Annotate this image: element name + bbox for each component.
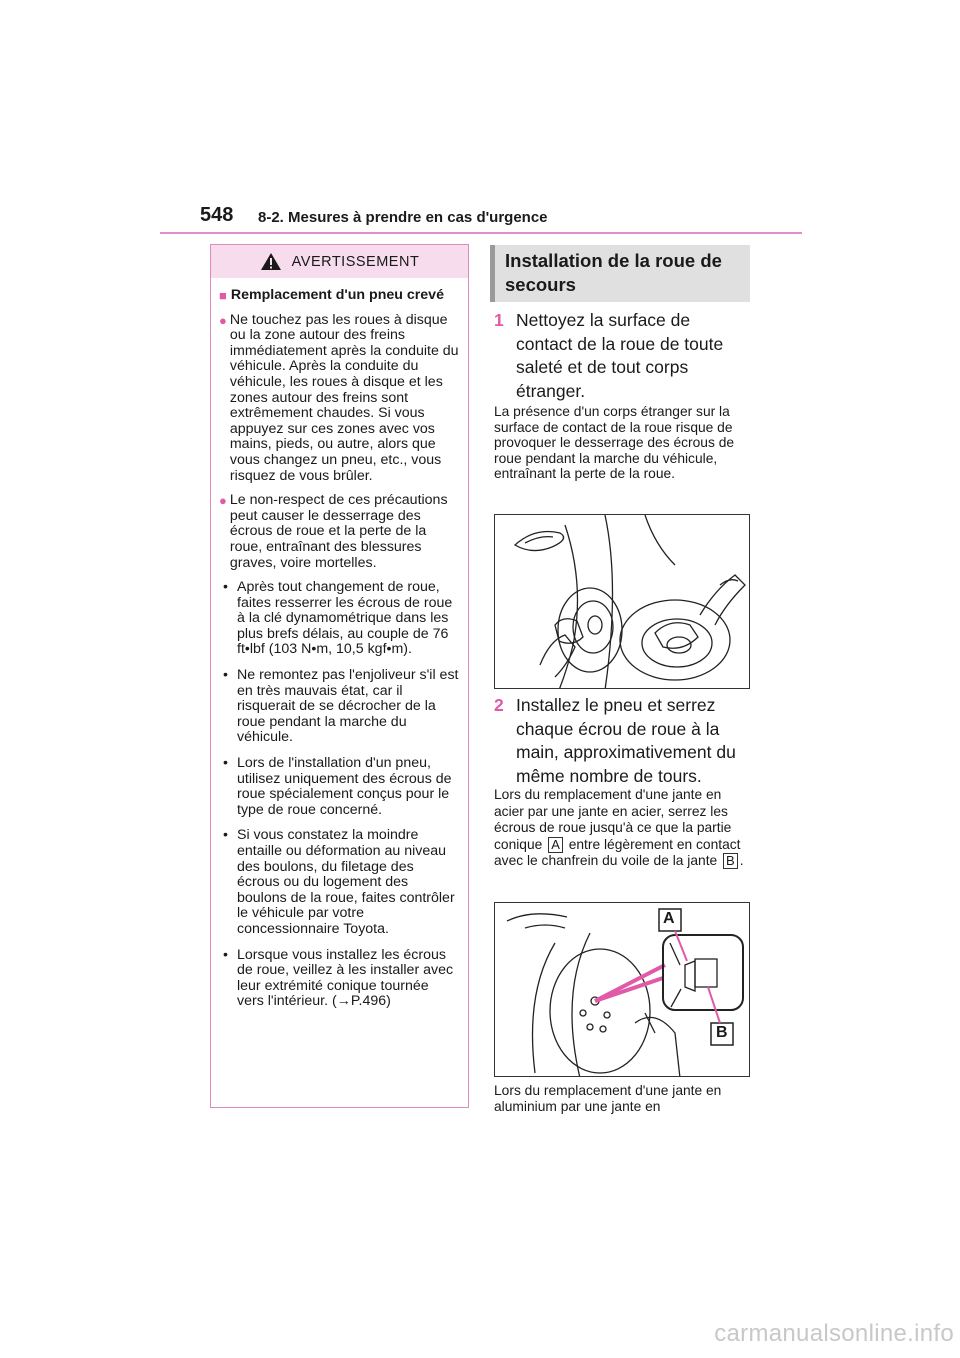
- figure-cleaning-wheel: [494, 514, 750, 689]
- step-1: [494, 309, 750, 403]
- warning-bullet-text: Ne remontez pas l'enjoliveur s'il est en très mauvais état, car il risquerait de se décrocher de la roue pendant la marche du véhicule.: [237, 667, 459, 746]
- wheel-cleaning-illustration: [495, 515, 750, 689]
- warning-header: [211, 245, 468, 278]
- circle-bullet-icon: ●: [219, 312, 227, 328]
- step-text: Installez le pneu et serrez chaque écrou de roue à la main, approximativement du même nombre de tours.: [516, 695, 736, 786]
- warning-paragraph-text: Ne touchez pas les roues à disque ou la zone autour des freins immédiatement après la conduite du véhicule. Après la conduite du véhicule, les roues à disque et les zones autour des freins sont extrêmement chaudes. Si vous appuyez sur ces zones avec vos mains, pieds, ou autre, alors que vous changez un pneu, etc., vous risquez de vous brûler.: [229, 311, 459, 484]
- watermark: carmanualsonline.info: [714, 1320, 954, 1347]
- figure-wheel-nut-detail: [494, 902, 750, 1077]
- bullet-icon: •: [223, 827, 228, 844]
- warning-bullet: [219, 828, 459, 937]
- figure-label-a: A: [663, 910, 675, 927]
- step-2-note-text: Lors du remplacement d'une jante en acier par une jante en acier, serrez les écrous de roue jusqu'à ce que la partie conique: [494, 787, 732, 852]
- warning-bullet-text: Après tout changement de roue, faites resserrer les écrous de roue à la clé dynamométrique dans les plus brefs délais, au couple de 76 ft•lbf (103 N•m, 10,5 kgf•m).: [237, 579, 453, 658]
- install-heading-line: secours: [505, 274, 576, 295]
- warning-paragraph: [219, 313, 459, 485]
- section-title: 8-2. Mesures à prendre en cas d'urgence: [258, 209, 548, 226]
- step-2-note: [494, 787, 750, 870]
- warning-heading-text: Remplacement d'un pneu crevé: [230, 287, 444, 303]
- label-a-box: A: [548, 837, 563, 853]
- warning-body: [211, 278, 468, 1010]
- warning-bullet: [219, 668, 459, 746]
- step-2-note-text: entre légèrement en contact avec le chanfrein du voile de la jante: [494, 836, 741, 869]
- bullet-icon: •: [223, 946, 228, 963]
- warning-bullet: [219, 948, 459, 1010]
- install-heading-line: Installation de la roue de: [505, 250, 722, 271]
- figure-label-b: B: [716, 1024, 728, 1041]
- step-2-note-end: .: [739, 853, 744, 869]
- page-number: 548: [200, 204, 234, 226]
- warning-bullet-text: Lors de l'installation d'un pneu, utilisez uniquement des écrous de roue spécialement conçus pour le type de roue concerné.: [237, 755, 452, 818]
- warning-bullet-text: Lorsque vous installez les écrous de roue, veillez à les installer avec leur extrémité conique tournée vers l'intérieur. (→P.496): [237, 946, 454, 1010]
- warning-triangle-icon: [260, 252, 282, 271]
- warning-title: AVERTISSEMENT: [291, 253, 420, 270]
- warning-heading: [219, 288, 459, 304]
- step-text: Nettoyez la surface de contact de la roue de toute saleté et de tout corps étranger.: [516, 310, 724, 401]
- circle-bullet-icon: ●: [219, 493, 227, 509]
- warning-bullet-text: Si vous constatez la moindre entaille ou déformation au niveau des boulons, du filetage des écrous ou du logement des boulons de la roue, faites contrôler le véhicule par votre concessionnaire Toyota.: [237, 827, 455, 937]
- warning-box: [210, 244, 469, 1108]
- install-heading: [490, 245, 750, 302]
- step-number: 2: [494, 695, 504, 715]
- warning-bullet: [219, 756, 459, 818]
- step-1-note: La présence d'un corps étranger sur la surface de contact de la roue risque de provoquer le desserrage des écrous de roue pendant la marche du véhicule, entraînant la perte de la roue.: [494, 404, 735, 482]
- bullet-icon: •: [223, 755, 228, 772]
- warning-paragraph: [219, 493, 459, 571]
- header-divider: [160, 232, 802, 234]
- warning-paragraph-text: Le non-respect de ces précautions peut causer le desserrage des écrous de roue et la perte de la roue, entraînant des blessures graves, voire mortelles.: [229, 492, 448, 571]
- wheel-nut-illustration: [495, 903, 750, 1077]
- label-b-box: B: [723, 853, 738, 869]
- bullet-icon: •: [223, 667, 228, 684]
- square-bullet-icon: ■: [219, 288, 227, 303]
- warning-bullet: [219, 580, 459, 658]
- step-number: 1: [494, 310, 504, 330]
- step-3-note: Lors du remplacement d'une jante en aluminium par une jante en: [494, 1083, 722, 1114]
- bullet-icon: •: [223, 579, 228, 596]
- step-2: [494, 694, 750, 788]
